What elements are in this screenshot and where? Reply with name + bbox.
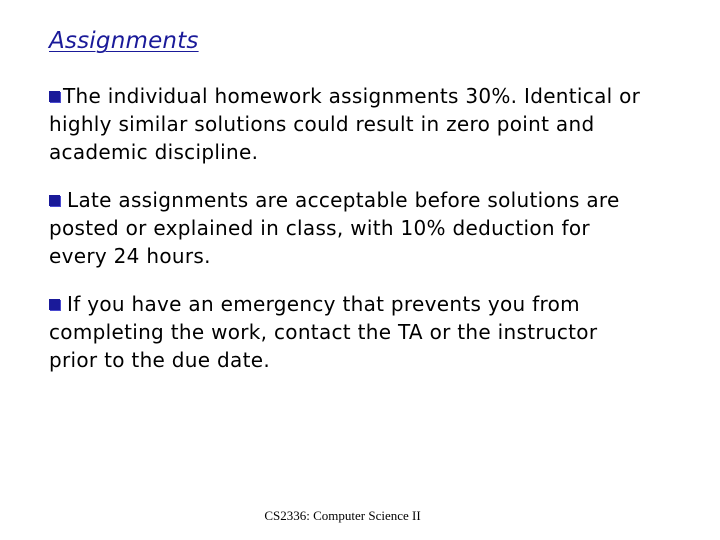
bullet-text: Late assignments are acceptable before solutions are posted or explained in class, with 10% deduction for every 24 hours.	[49, 188, 620, 268]
bullet-item	[49, 186, 649, 270]
slide-footer: CS2336: Computer Science II	[264, 508, 421, 523]
bullet-item	[49, 82, 649, 166]
slide-title: Assignments	[49, 28, 199, 54]
bullet-item	[49, 290, 649, 374]
bullet-text: The individual homework assignments 30%. Identical or highly similar solutions could result in zero point and academic discipline.	[49, 84, 641, 164]
square-bullet-icon	[49, 299, 60, 310]
bullet-text: If you have an emergency that prevents you from completing the work, contact the TA or the instructor prior to the due date.	[49, 292, 598, 372]
bullet-list	[49, 82, 649, 394]
square-bullet-icon	[49, 195, 60, 206]
square-bullet-icon	[49, 91, 60, 102]
